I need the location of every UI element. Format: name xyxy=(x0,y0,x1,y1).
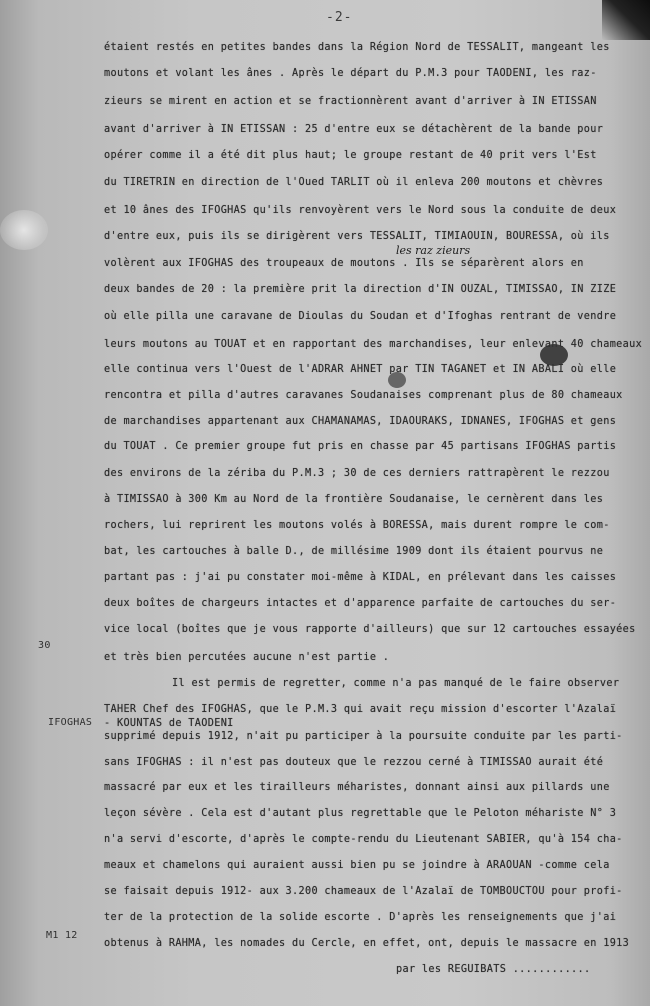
body-line: de marchandises appartenant aux CHAMANAMAS, IDAOURAKS, IDNANES, IFOGHAS et gens xyxy=(104,416,617,427)
body-line: deux bandes de 20 : la première prit la direction d'IN OUZAL, TIMISSAO, IN ZIZE xyxy=(104,284,617,295)
body-line: d'entre eux, puis ils se dirigèrent vers TESSALIT, TIMIAOUIN, BOURESSA, où ils xyxy=(104,231,610,242)
body-line: - KOUNTAS de TAODENI xyxy=(104,718,234,729)
body-line: TAHER Chef des IFOGHAS, que le P.M.3 qui avait reçu mission d'escorter l'Azalaï xyxy=(104,704,617,715)
body-line: zieurs se mirent en action et se fractionnèrent avant d'arriver à IN ETISSAN xyxy=(104,96,597,107)
body-line: du TOUAT . Ce premier groupe fut pris en chasse par 45 partisans IFOGHAS partis xyxy=(104,441,617,452)
body-line: obtenus à RAHMA, les nomades du Cercle, en effet, ont, depuis le massacre en 1913 xyxy=(104,938,630,949)
handwritten-note: les raz zieurs xyxy=(396,244,471,257)
body-line: et 10 ânes des IFOGHAS qu'ils renvoyèrent vers le Nord sous la conduite de deux xyxy=(104,205,617,216)
margin-mark: 30 xyxy=(38,640,51,651)
page-number: -2- xyxy=(326,10,353,25)
body-line: où elle pilla une caravane de Dioulas du Soudan et d'Ifoghas rentrant de vendre xyxy=(104,311,617,322)
paper-stain xyxy=(0,210,48,250)
margin-ifoghas: IFOGHAS xyxy=(48,717,93,728)
body-line: volèrent aux IFOGHAS des troupeaux de moutons . Ils se séparèrent alors en xyxy=(104,258,584,269)
body-line: elle continua vers l'Ouest de l'ADRAR AHNET par TIN TAGANET et IN ABALI où elle xyxy=(104,364,617,375)
body-line: meaux et chamelons qui auraient aussi bien pu se joindre à ARAOUAN -comme cela xyxy=(104,860,610,871)
body-line: à TIMISSAO à 300 Km au Nord de la frontière Soudanaise, le cernèrent dans les xyxy=(104,494,604,505)
body-line: ter de la protection de la solide escorte . D'après les renseignements que j'ai xyxy=(104,912,617,923)
body-line: Il est permis de regretter, comme n'a pas manqué de le faire observer xyxy=(172,678,620,689)
body-line: supprimé depuis 1912, n'ait pu participer à la poursuite conduite par les parti- xyxy=(104,731,623,742)
scan-corner-shadow xyxy=(602,0,650,40)
body-line: vice local (boîtes que je vous rapporte d'ailleurs) que sur 12 cartouches essayées xyxy=(104,624,636,635)
body-line: rochers, lui reprirent les moutons volés à BORESSA, mais durent rompre le com- xyxy=(104,520,610,531)
body-line: et très bien percutées aucune n'est partie . xyxy=(104,652,390,663)
body-line: du TIRETRIN en direction de l'Oued TARLIT où il enleva 200 moutons et chèvres xyxy=(104,177,604,188)
body-line: moutons et volant les ânes . Après le départ du P.M.3 pour TAODENI, les raz- xyxy=(104,68,597,79)
body-line: sans IFOGHAS : il n'est pas douteux que le rezzou cerné à TIMISSAO aurait été xyxy=(104,757,604,768)
body-line: leçon sévère . Cela est d'autant plus regrettable que le Peloton méhariste N° 3 xyxy=(104,808,617,819)
body-line: des environs de la zériba du P.M.3 ; 30 de ces derniers rattrapèrent le rezzou xyxy=(104,468,610,479)
body-line: leurs moutons au TOUAT et en rapportant des marchandises, leur enlevant 40 chameaux xyxy=(104,339,643,350)
body-line: n'a servi d'escorte, d'après le compte-rendu du Lieutenant SABIER, qu'à 154 cha- xyxy=(104,834,623,845)
body-line: étaient restés en petites bandes dans la Région Nord de TESSALIT, mangeant les xyxy=(104,42,610,53)
body-line: deux boîtes de chargeurs intactes et d'apparence parfaite de cartouches du ser- xyxy=(104,598,617,609)
margin-mark: M1 12 xyxy=(46,930,78,941)
body-line: opérer comme il a été dit plus haut; le groupe restant de 40 prit vers l'Est xyxy=(104,150,597,161)
body-line: partant pas : j'ai pu constater moi-même à KIDAL, en prélevant dans les caisses xyxy=(104,572,617,583)
body-line: se faisait depuis 1912- aux 3.200 chameaux de l'Azalaï de TOMBOUCTOU pour profi- xyxy=(104,886,623,897)
body-line: rencontra et pilla d'autres caravanes Soudanaises comprenant plus de 80 chameaux xyxy=(104,390,623,401)
body-line: massacré par eux et les tirailleurs méharistes, donnant ainsi aux pillards une xyxy=(104,782,610,793)
body-line: bat, les cartouches à balle D., de millésime 1909 dont ils étaient pourvus ne xyxy=(104,546,604,557)
body-line: avant d'arriver à IN ETISSAN : 25 d'entre eux se détachèrent de la bande pour xyxy=(104,124,604,135)
body-line: par les REGUIBATS ............ xyxy=(396,964,591,975)
